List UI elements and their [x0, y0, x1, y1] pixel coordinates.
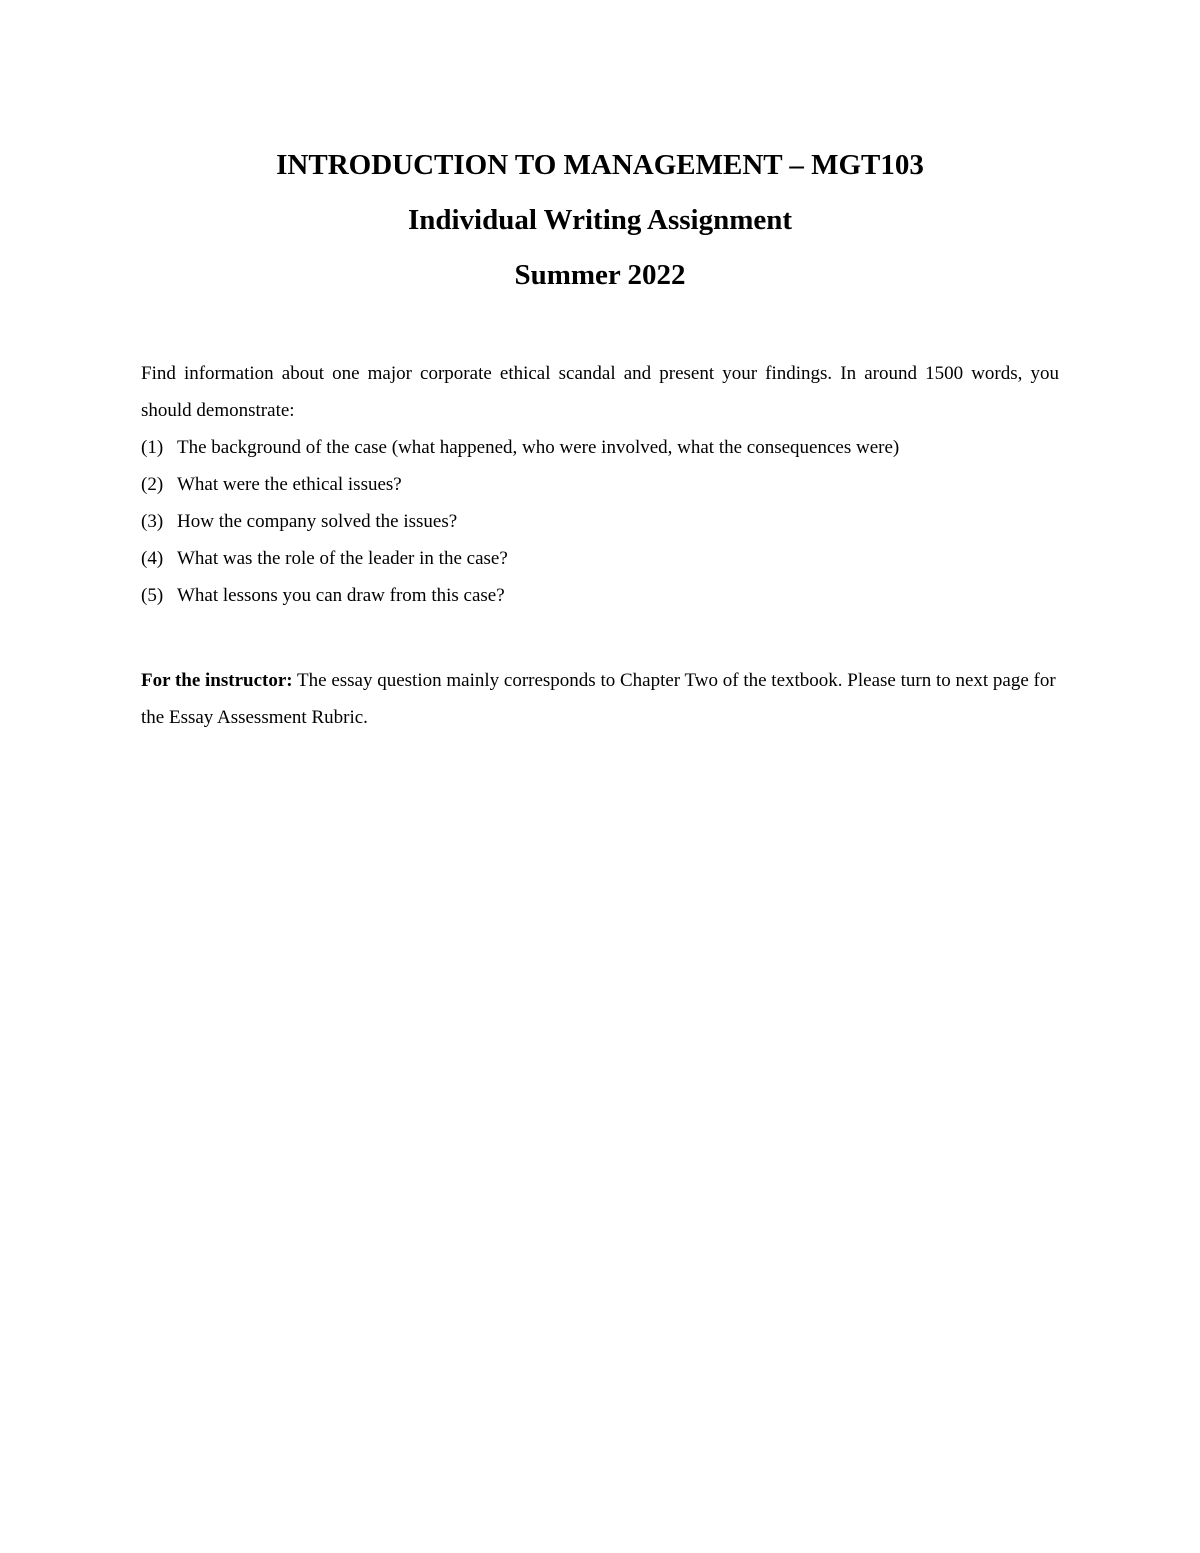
title-block	[0, 138, 1200, 303]
instructor-text: The essay question mainly corresponds to Chapter Two of the textbook. Please turn to next page for the Essay Assessment Rubric.	[141, 670, 1056, 728]
question-number: (1)	[141, 437, 164, 458]
intro-paragraph: Find information about one major corporate ethical scandal and present your findings. In around 1500 words, you should demonstrate:	[141, 363, 1059, 421]
instructor-note	[141, 662, 1059, 736]
document-body	[141, 355, 1059, 736]
question-number: (2)	[141, 474, 164, 495]
list-item	[141, 429, 1059, 466]
question-text: What lessons you can draw from this case?	[177, 585, 505, 606]
question-list	[141, 429, 1059, 614]
question-text: What were the ethical issues?	[177, 474, 402, 495]
instructor-label: For the instructor:	[141, 670, 293, 691]
course-title: INTRODUCTION TO MANAGEMENT – MGT103	[276, 149, 924, 181]
list-item	[141, 577, 1059, 614]
list-item	[141, 540, 1059, 577]
question-number: (5)	[141, 585, 164, 606]
list-item	[141, 503, 1059, 540]
question-number: (4)	[141, 548, 164, 569]
question-number: (3)	[141, 511, 164, 532]
question-text: How the company solved the issues?	[177, 511, 458, 532]
question-text: The background of the case (what happened, who were involved, what the consequences were)	[177, 437, 900, 458]
term-title: Summer 2022	[514, 259, 686, 291]
assignment-title: Individual Writing Assignment	[407, 204, 793, 236]
list-item	[141, 466, 1059, 503]
question-text: What was the role of the leader in the case?	[177, 548, 508, 569]
